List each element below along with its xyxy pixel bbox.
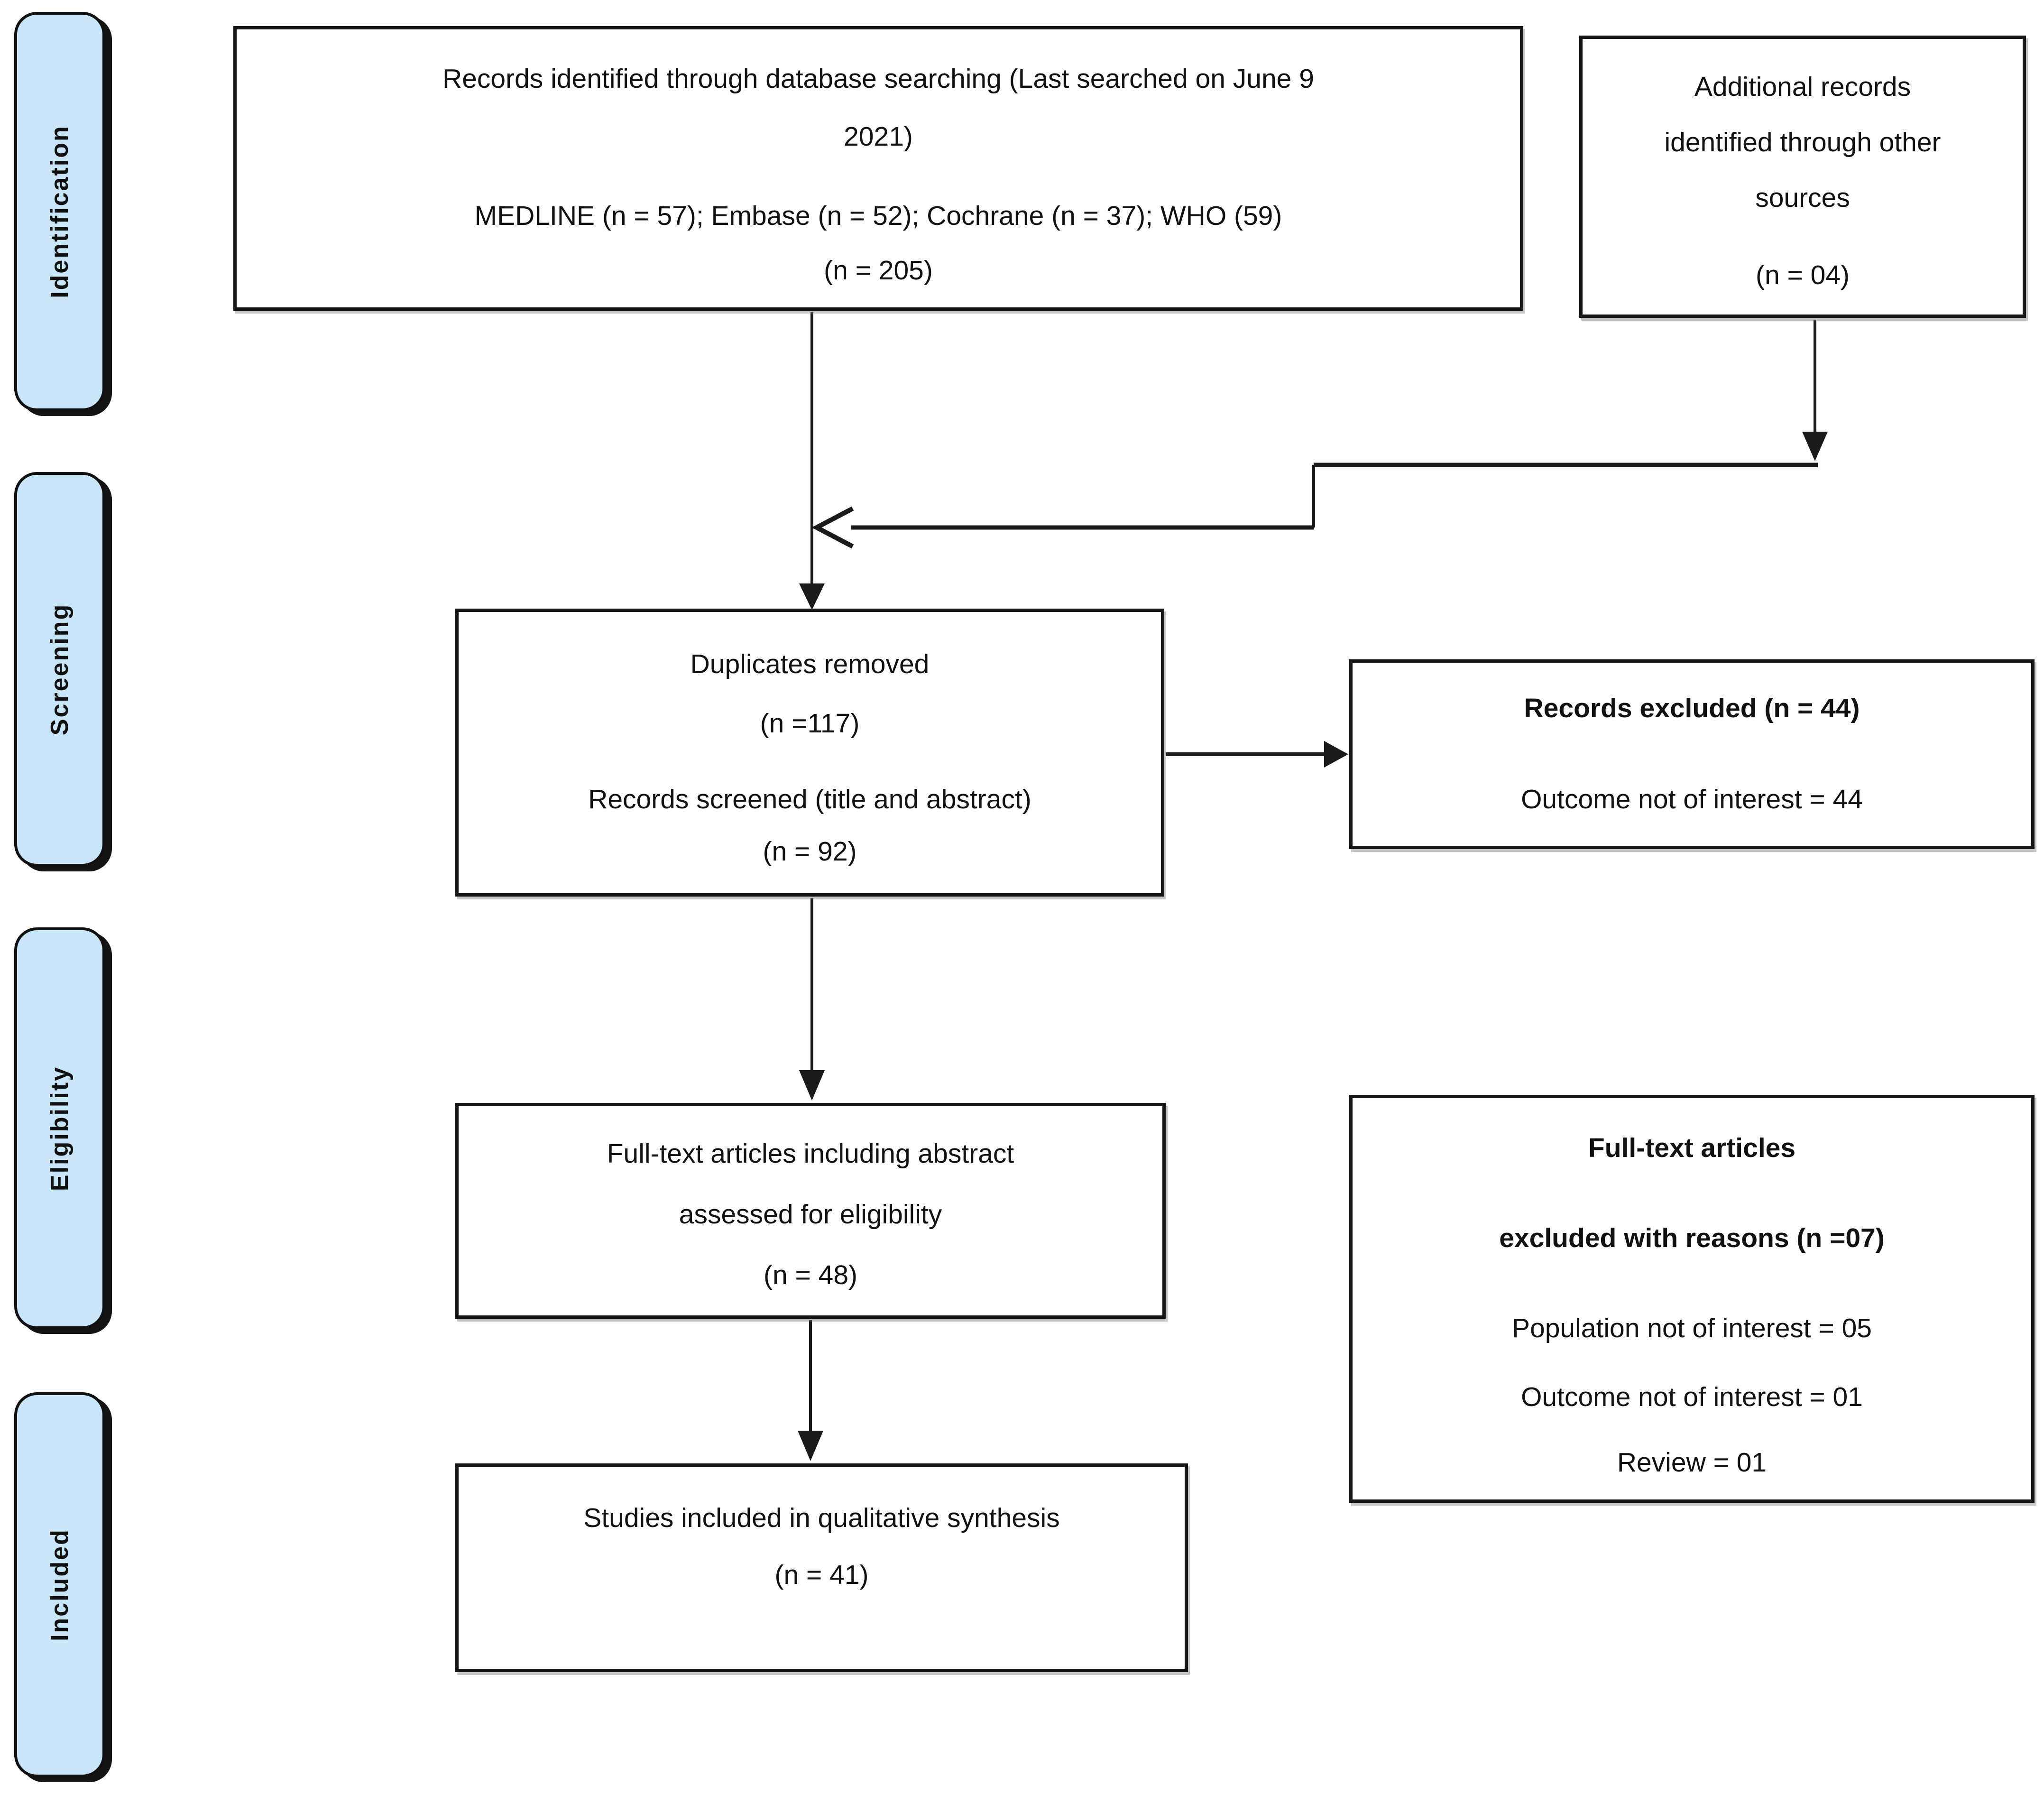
box-fulltext-assessed [455, 1103, 1166, 1319]
box-line: Full-text articles including abstract [607, 1138, 1014, 1169]
box-line: Records excluded (n = 44) [1524, 693, 1860, 723]
box-line: (n = 205) [824, 255, 933, 286]
stage-label: Screening [46, 603, 74, 736]
box-database-search [233, 26, 1523, 311]
box-line: (n = 41) [774, 1560, 869, 1590]
box-line: (n = 48) [763, 1260, 858, 1290]
box-line: assessed for eligibility [679, 1199, 942, 1230]
box-line: Duplicates removed [690, 649, 930, 679]
box-line: Records screened (title and abstract) [588, 784, 1031, 814]
box-line: Studies included in qualitative synthesis [583, 1503, 1060, 1533]
box-line: (n = 92) [763, 836, 857, 867]
stage-label: Identification [46, 125, 74, 298]
box-duplicates-screened [455, 609, 1164, 897]
stage-label: Included [46, 1528, 74, 1641]
stage-label: Eligibility [46, 1065, 74, 1191]
arrowhead-from-other-sources [1802, 432, 1828, 461]
box-line: Full-text articles [1588, 1133, 1796, 1163]
arrowhead-into-eligibility [799, 1070, 825, 1101]
box-studies-included [455, 1463, 1188, 1672]
box-records-excluded [1349, 659, 2035, 849]
box-line: Outcome not of interest = 01 [1521, 1382, 1863, 1412]
arrowhead-into-included [798, 1431, 823, 1461]
box-fulltext-excluded [1349, 1095, 2035, 1503]
box-line: Records identified through database searching (Last searched on June 9 [442, 64, 1314, 94]
arrowhead-into-records-excluded [1324, 741, 1348, 768]
box-line: identified through other [1664, 127, 1941, 157]
box-line: (n = 04) [1755, 260, 1850, 290]
left-chevron-arrowhead [817, 509, 853, 546]
arrowhead-into-screening [799, 583, 825, 610]
box-other-sources [1579, 36, 2026, 318]
box-line: sources [1755, 183, 1850, 213]
box-line: Outcome not of interest = 44 [1521, 784, 1863, 814]
box-line: 2021) [844, 121, 913, 152]
box-line: Population not of interest = 05 [1512, 1313, 1872, 1343]
box-line: MEDLINE (n = 57); Embase (n = 52); Cochrane (n = 37); WHO (59) [474, 201, 1282, 231]
box-line: Additional records [1694, 72, 1911, 102]
box-line: excluded with reasons (n =07) [1499, 1223, 1885, 1253]
box-line: (n =117) [760, 708, 860, 739]
box-line: Review = 01 [1617, 1447, 1767, 1478]
